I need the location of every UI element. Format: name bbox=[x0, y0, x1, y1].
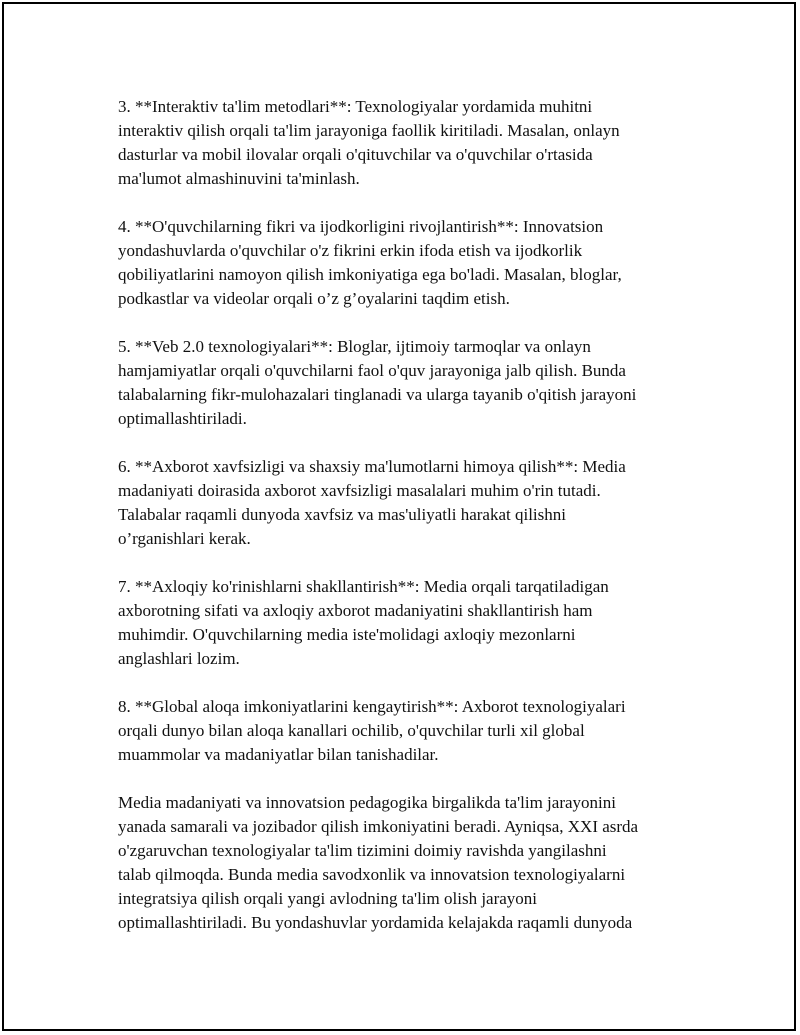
text-line: ma'lumot almashinuvini ta'minlash. bbox=[118, 169, 360, 188]
text-line: hamjamiyatlar orqali o'quvchilarni faol o'quv jarayoniga jalb qilish. Bunda bbox=[118, 361, 626, 380]
text-line: qobiliyatlarini namoyon qilish imkoniyatiga ega bo'ladi. Masalan, bloglar, bbox=[118, 265, 622, 284]
text-line: 3. **Interaktiv ta'lim metodlari**: Texnologiyalar yordamida muhitni bbox=[118, 97, 593, 116]
paragraph-item-4 bbox=[118, 215, 698, 311]
text-line: Media madaniyati va innovatsion pedagogika birgalikda ta'lim jarayonini bbox=[118, 793, 616, 812]
paragraph-item-3 bbox=[118, 95, 698, 191]
text-line: talab qilmoqda. Bunda media savodxonlik va innovatsion texnologiyalarni bbox=[118, 865, 626, 884]
text-line: talabalarning fikr-mulohazalari tinglanadi va ularga tayanib o'qitish jarayoni bbox=[118, 385, 637, 404]
text-line: optimallashtiriladi. bbox=[118, 409, 247, 428]
text-line: Talabalar raqamli dunyoda xavfsiz va mas'uliyatli harakat qilishni bbox=[118, 505, 566, 524]
text-line: o’rganishlari kerak. bbox=[118, 529, 251, 548]
paragraph-conclusion bbox=[118, 791, 698, 935]
text-line: yondashuvlarda o'quvchilar o'z fikrini erkin ifoda etish va ijodkorlik bbox=[118, 241, 583, 260]
paragraph-item-5 bbox=[118, 335, 698, 431]
text-line: 7. **Axloqiy ko'rinishlarni shakllantirish**: Media orqali tarqatiladigan bbox=[118, 577, 609, 596]
text-line: yanada samarali va jozibador qilish imkoniyatini beradi. Ayniqsa, XXI asrda bbox=[118, 817, 639, 836]
text-line: integratsiya qilish orqali yangi avlodning ta'lim olish jarayoni bbox=[118, 889, 538, 908]
text-line: 4. **O'quvchilarning fikri va ijodkorligini rivojlantirish**: Innovatsion bbox=[118, 217, 604, 236]
text-line: orqali dunyo bilan aloqa kanallari ochilib, o'quvchilar turli xil global bbox=[118, 721, 585, 740]
text-line: 8. **Global aloqa imkoniyatlarini kengaytirish**: Axborot texnologiyalari bbox=[118, 697, 626, 716]
text-line: 6. **Axborot xavfsizligi va shaxsiy ma'lumotlarni himoya qilish**: Media bbox=[118, 457, 626, 476]
text-line: axborotning sifati va axloqiy axborot madaniyatini shakllantirish ham bbox=[118, 601, 593, 620]
paragraph-item-7 bbox=[118, 575, 698, 671]
text-line: podkastlar va videolar orqali o’z g’oyalarini taqdim etish. bbox=[118, 289, 510, 308]
text-line: o'zgaruvchan texnologiyalar ta'lim tizimini doimiy ravishda yangilashni bbox=[118, 841, 607, 860]
text-line: muhimdir. O'quvchilarning media iste'molidagi axloqiy mezonlarni bbox=[118, 625, 576, 644]
text-line: 5. **Veb 2.0 texnologiyalari**: Bloglar, ijtimoiy tarmoqlar va onlayn bbox=[118, 337, 591, 356]
text-line: dasturlar va mobil ilovalar orqali o'qituvchilar va o'quvchilar o'rtasida bbox=[118, 145, 593, 164]
text-line: interaktiv qilish orqali ta'lim jarayoniga faollik kiritiladi. Masalan, onlayn bbox=[118, 121, 620, 140]
paragraph-item-8 bbox=[118, 695, 698, 767]
document-body bbox=[118, 95, 698, 959]
paragraph-item-6 bbox=[118, 455, 698, 551]
text-line: madaniyati doirasida axborot xavfsizligi masalalari muhim o'rin tutadi. bbox=[118, 481, 601, 500]
text-line: anglashlari lozim. bbox=[118, 649, 240, 668]
text-line: optimallashtiriladi. Bu yondashuvlar yordamida kelajakda raqamli dunyoda bbox=[118, 913, 633, 932]
text-line: muammolar va madaniyatlar bilan tanishadilar. bbox=[118, 745, 439, 764]
